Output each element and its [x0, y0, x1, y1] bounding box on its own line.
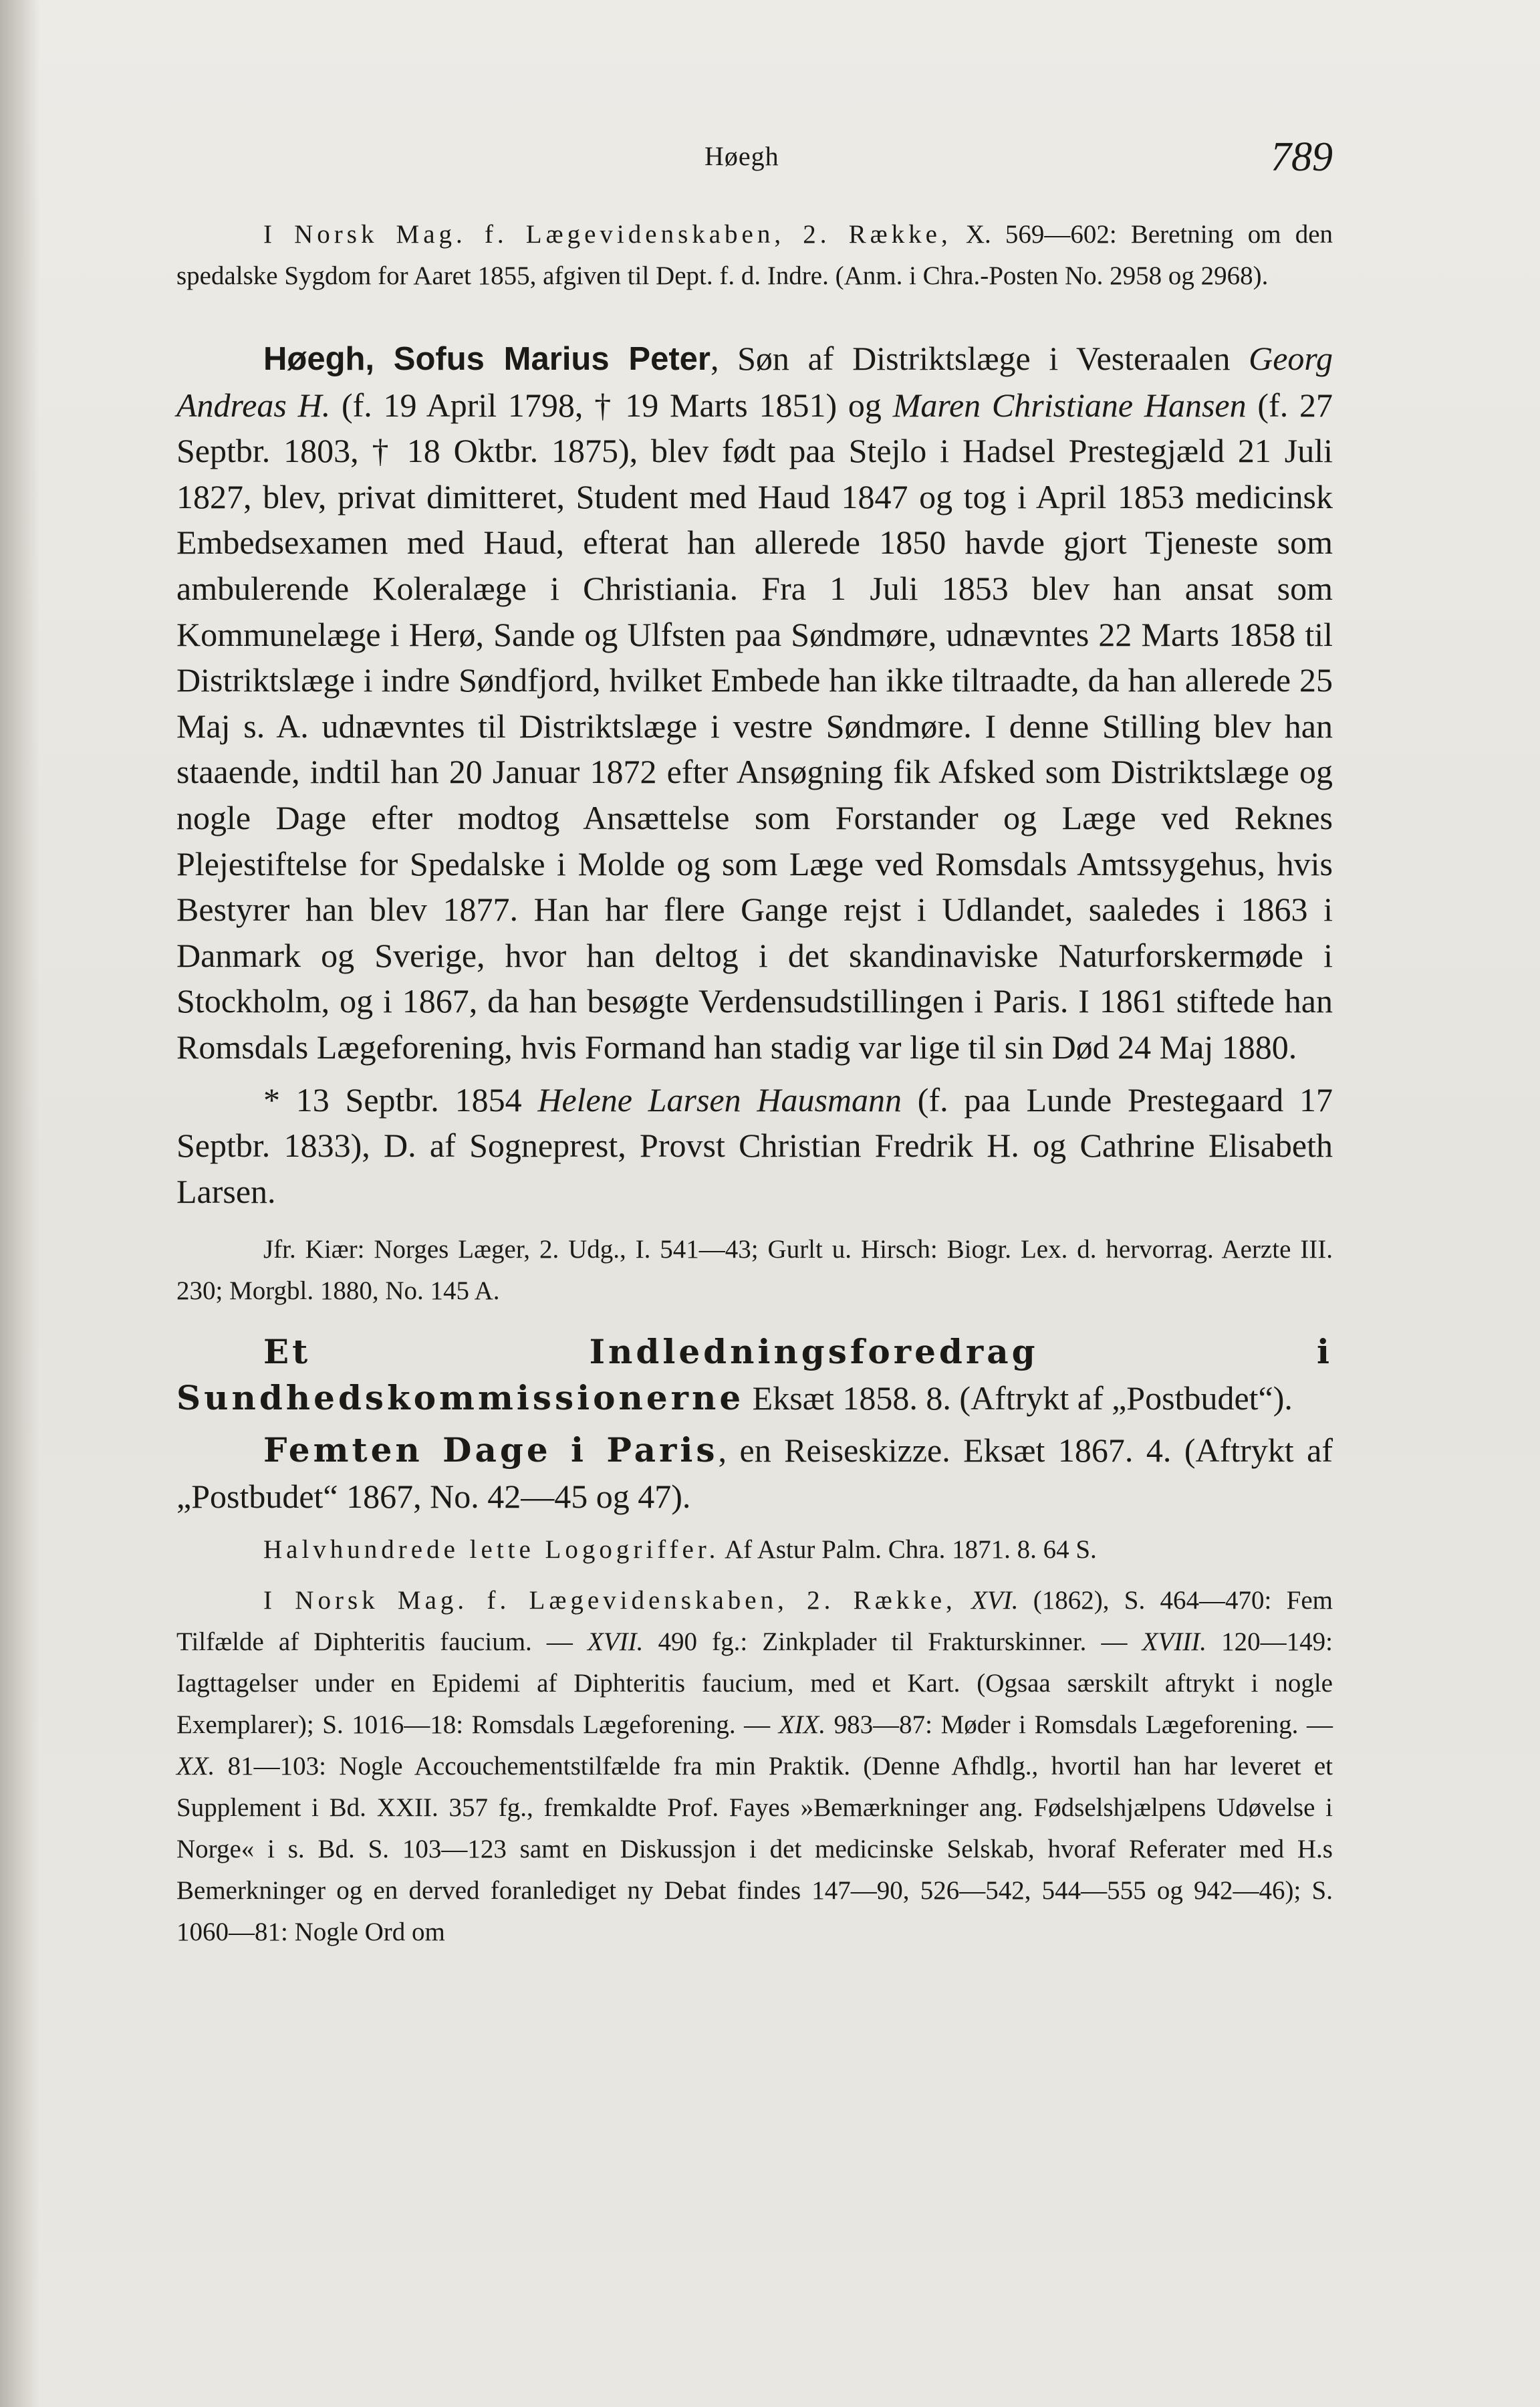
- biography-text: (f. 27 Septbr. 1803, † 18 Oktbr. 1875), blev født paa Stejlo i Hadsel Prestegjæld 21 Juli 1827, blev, privat dimitteret, Student med Haud 1847 og tog i April 1853 medicinsk Embedsexamen med Haud, efterat han allerede 1850 havde gjort Tjeneste som ambulerende Koleralæge i Christiania. Fra 1 Juli 1853 blev han ansat som Kommunelæge i Herø, Sande og Ulfsten paa Søndmøre, udnævntes 22 Marts 1858 til Distriktslæge i indre Søndfjord, hvilket Embede han ikke tiltraadte, da han allerede 25 Maj s. A. udnævntes til Distriktslæge i vestre Søndmøre. I denne Stilling blev han staaende, indtil han 20 Januar 1872 efter Ansøgning fik Afsked som Distriktslæge og nogle Dage efter modtog Ansættelse som Forstander og Læge ved Reknes Plejestiftelse for Spedalske i Molde og som Læge ved Romsdals Amtssygehus, hvis Bestyrer han blev 1877. Han har flere Gange rejst i Udlandet, saaledes i 1863 i Danmark og Sverige, hvor han deltog i det skandinaviske Naturforskermøde i Stockholm, og i 1867, da han besøgte Verdensudstillingen i Paris. I 1861 stiftede han Romsdals Lægeforening, hvis Formand han stadig var lige til sin Død 24 Maj 1880.: [176, 386, 1333, 1066]
- marriage-text: (f. paa Lunde Prestegaard 17 Septbr. 1833), D. af Sogneprest, Provst Christian Fredrik H. og Cathrine Elisabeth Larsen.: [176, 1080, 1333, 1210]
- volume-number: XX.: [176, 1751, 215, 1781]
- biography-text: (f. 19 April 1798, † 19 Marts 1851) og: [330, 386, 893, 424]
- volume-number: XVII.: [588, 1627, 644, 1656]
- work-details: , en Reiseskizze. Eksæt 1867. 4. (Aftrykt af „Postbudet“ 1867, No. 42—45 og 47).: [176, 1431, 1333, 1516]
- article-text: 490 fg.: Zinkplader til Frakturskinner. —: [643, 1627, 1142, 1656]
- article-text: (1862), S. 464—470: Fem Tilfælde af Diphteritis faucium. —: [176, 1585, 1333, 1656]
- article-text: 120—149: Iagttagelser under en Epidemi af Diphteritis faucium, med et Kart. (Ogsaa særskilt aftrykt i nogle Exemplarer); S. 1016—18: Romsdals Lægeforening. —: [176, 1627, 1333, 1739]
- work-entry: [176, 1329, 1333, 1421]
- journal-name: I Norsk Mag. f. Lægevidenskaben, 2. Række,: [263, 220, 952, 249]
- marriage-text: * 13 Septbr. 1854: [263, 1080, 538, 1119]
- page-gutter-shadow: [0, 0, 40, 2407]
- page-number: 789: [1271, 134, 1333, 180]
- article-text: 983—87: Møder i Romsdals Lægeforening. —: [825, 1710, 1333, 1739]
- marriage-paragraph: [176, 1077, 1333, 1215]
- work-details: Af Astur Palm. Chra. 1871. 8. 64 S.: [719, 1534, 1097, 1564]
- running-head: Høegh: [704, 141, 779, 171]
- volume-number: XIX.: [778, 1710, 826, 1739]
- work-details: Eksæt 1858. 8. (Aftrykt af „Postbudet“).: [744, 1379, 1293, 1417]
- entry-headword: Høegh, Sofus Marius Peter: [263, 341, 711, 377]
- page-body: [176, 214, 1333, 1953]
- wife-name: Helene Larsen Hausmann: [537, 1080, 902, 1119]
- work-entry-logogriffer: [176, 1529, 1333, 1571]
- intro-reference: [176, 214, 1333, 297]
- biography-text: , Søn af Distriktslæge i Vesteraalen: [710, 340, 1249, 377]
- journal-name: I Norsk Mag. f. Lægevidenskaben, 2. Række,: [263, 1585, 956, 1615]
- volume-number: XVIII.: [1142, 1627, 1207, 1656]
- father-name: Georg Andreas H.: [176, 340, 1333, 424]
- mother-name: Maren Christiane Hansen: [892, 386, 1247, 424]
- sources-note: Jfr. Kiær: Norges Læger, 2. Udg., I. 541—43; Gurlt u. Hirsch: Biogr. Lex. d. hervorrag. Aerzte III. 230; Morgbl. 1880, No. 145 A.: [176, 1235, 1333, 1306]
- journal-articles: [176, 1580, 1333, 1953]
- page-header: [176, 134, 1333, 194]
- work-title: Halvhundrede lette Logogriffer.: [263, 1534, 720, 1564]
- work-title: Femten Dage i Paris: [263, 1430, 719, 1470]
- reference-text: X. 569—602: Beretning om den spedalske Sygdom for Aaret 1855, afgiven til Dept. f. d. Indre. (Anm. i Chra.-Posten No. 2958 og 2968).: [176, 220, 1333, 290]
- work-entry: [176, 1427, 1333, 1519]
- volume-number: XVI.: [971, 1585, 1019, 1615]
- article-text: 81—103: Nogle Accouchementstilfælde fra min Praktik. (Denne Afhdlg., hvortil han har leveret et Supplement i Bd. XXII. 357 fg., fremkaldte Prof. Fayes »Bemærkninger ang. Fødselshjælpens Udøvelse i Norge« i s. Bd. S. 103—123 samt en Diskussjon i det medicinske Selskab, hvoraf Referater med H.s Bemerkninger og en derved foranlediget ny Debat findes 147—90, 526—542, 544—555 og 942—46); S. 1060—81: Nogle Ord om: [176, 1751, 1333, 1946]
- biography-paragraph: [176, 336, 1333, 1070]
- work-title: Et Indledningsforedrag i Sundhedskommissionerne: [176, 1332, 1333, 1417]
